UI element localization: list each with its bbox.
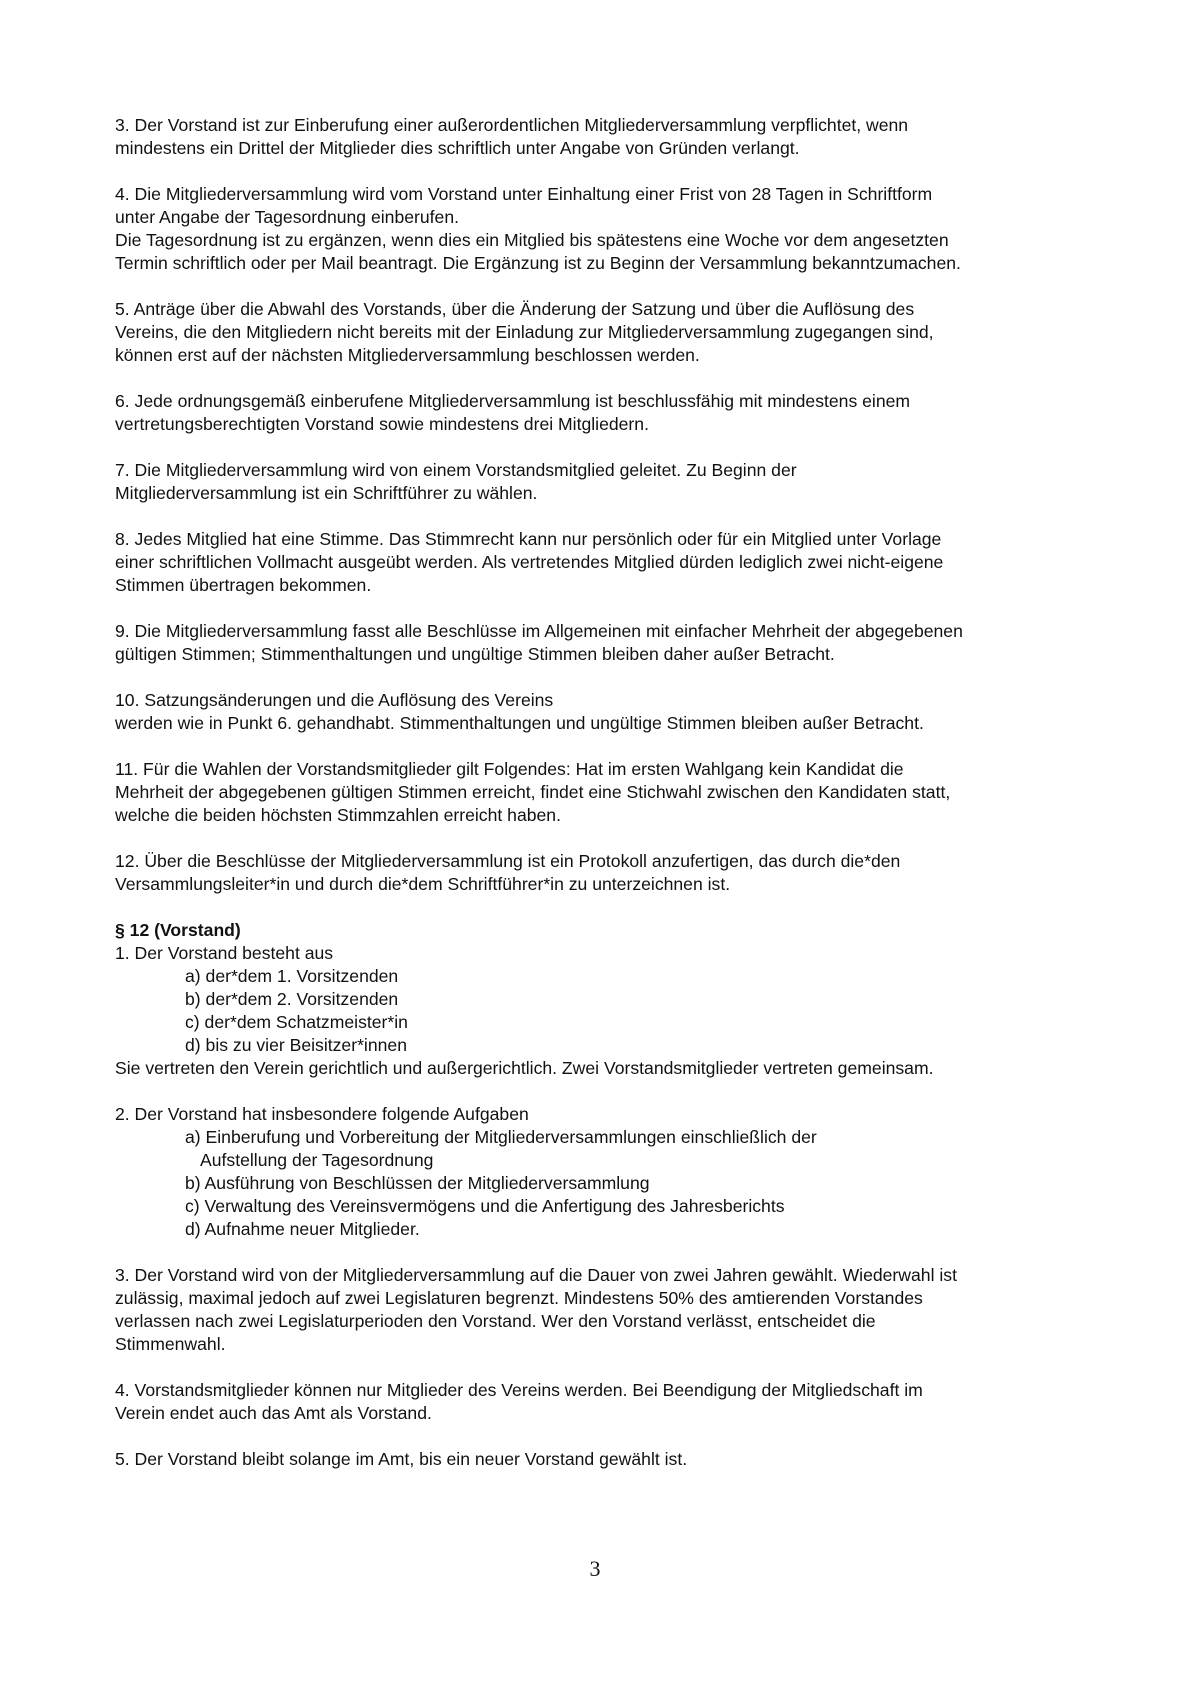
- section-12-paragraph-2: [115, 1103, 1095, 1241]
- text-line: können erst auf der nächsten Mitgliederversammlung beschlossen werden.: [115, 345, 700, 365]
- document-page: [115, 114, 1095, 1494]
- paragraph-11-10: [115, 689, 1095, 735]
- text-line: 2. Der Vorstand hat insbesondere folgende Aufgaben: [115, 1104, 529, 1124]
- text-line: unter Angabe der Tagesordnung einberufen.: [115, 207, 460, 227]
- text-line: zulässig, maximal jedoch auf zwei Legislaturen begrenzt. Mindestens 50% des amtierenden Vorstandes: [115, 1288, 923, 1308]
- text-line: 1. Der Vorstand besteht aus: [115, 943, 334, 963]
- paragraph-11-11: [115, 758, 1095, 827]
- text-line: einer schriftlichen Vollmacht ausgeübt werden. Als vertretendes Mitglied dürden lediglich zwei nicht-eigene: [115, 552, 944, 572]
- text-line: Die Tagesordnung ist zu ergänzen, wenn dies ein Mitglied bis spätestens eine Woche vor dem angesetzten: [115, 230, 949, 250]
- text-line: Vereins, die den Mitgliedern nicht bereits mit der Einladung zur Mitgliederversammlung zugegangen sind,: [115, 322, 934, 342]
- list-item: d) Aufnahme neuer Mitglieder.: [185, 1219, 420, 1239]
- section-12-paragraph-5: [115, 1448, 1095, 1471]
- paragraph-11-7: [115, 459, 1095, 505]
- text-line: Verein endet auch das Amt als Vorstand.: [115, 1403, 432, 1423]
- paragraph-11-6: [115, 390, 1095, 436]
- text-line: 4. Vorstandsmitglieder können nur Mitglieder des Vereins werden. Bei Beendigung der Mitgliedschaft im: [115, 1380, 923, 1400]
- paragraph-11-3: [115, 114, 1095, 160]
- list-item: b) der*dem 2. Vorsitzenden: [185, 989, 399, 1009]
- section-12-paragraph-3: [115, 1264, 1095, 1356]
- text-line: 10. Satzungsänderungen und die Auflösung des Vereins: [115, 690, 554, 710]
- text-line: 8. Jedes Mitglied hat eine Stimme. Das Stimmrecht kann nur persönlich oder für ein Mitglied unter Vorlage: [115, 529, 942, 549]
- list-item-continuation: Aufstellung der Tagesordnung: [200, 1150, 434, 1170]
- text-line: 7. Die Mitgliederversammlung wird von einem Vorstandsmitglied geleitet. Zu Beginn der: [115, 460, 797, 480]
- text-line: Stimmenwahl.: [115, 1334, 226, 1354]
- text-line: Mehrheit der abgegebenen gültigen Stimmen erreicht, findet eine Stichwahl zwischen den Kandidaten statt,: [115, 782, 951, 802]
- text-line: 11. Für die Wahlen der Vorstandsmitglieder gilt Folgendes: Hat im ersten Wahlgang kein Kandidat die: [115, 759, 904, 779]
- section-12-paragraph-4: [115, 1379, 1095, 1425]
- text-line: 3. Der Vorstand ist zur Einberufung einer außerordentlichen Mitgliederversammlung verpflichtet, wenn: [115, 115, 909, 135]
- text-line: gültigen Stimmen; Stimmenthaltungen und ungültige Stimmen bleiben daher außer Betracht.: [115, 644, 835, 664]
- section-heading: § 12 (Vorstand): [115, 920, 241, 940]
- text-line: 9. Die Mitgliederversammlung fasst alle Beschlüsse im Allgemeinen mit einfacher Mehrheit der abgegebenen: [115, 621, 963, 641]
- paragraph-11-9: [115, 620, 1095, 666]
- text-line: vertretungsberechtigten Vorstand sowie mindestens drei Mitgliedern.: [115, 414, 649, 434]
- text-line: 12. Über die Beschlüsse der Mitgliederversammlung ist ein Protokoll anzufertigen, das durch die*den: [115, 851, 901, 871]
- list-item: a) Einberufung und Vorbereitung der Mitgliederversammlungen einschließlich der: [185, 1127, 817, 1147]
- text-line: 6. Jede ordnungsgemäß einberufene Mitgliederversammlung ist beschlussfähig mit mindestens einem: [115, 391, 911, 411]
- text-line: Termin schriftlich oder per Mail beantragt. Die Ergänzung ist zu Beginn der Versammlung bekanntzumachen.: [115, 253, 961, 273]
- list-item: a) der*dem 1. Vorsitzenden: [185, 966, 399, 986]
- list-item: d) bis zu vier Beisitzer*innen: [185, 1035, 407, 1055]
- text-line: 5. Anträge über die Abwahl des Vorstands, über die Änderung der Satzung und über die Auflösung des: [115, 299, 915, 319]
- text-line: 3. Der Vorstand wird von der Mitgliederversammlung auf die Dauer von zwei Jahren gewählt. Wiederwahl ist: [115, 1265, 957, 1285]
- list-item: b) Ausführung von Beschlüssen der Mitgliederversammlung: [185, 1173, 650, 1193]
- text-line: Versammlungsleiter*in und durch die*dem Schriftführer*in zu unterzeichnen ist.: [115, 874, 731, 894]
- paragraph-11-12: [115, 850, 1095, 896]
- text-line: 4. Die Mitgliederversammlung wird vom Vorstand unter Einhaltung einer Frist von 28 Tagen in Schriftform: [115, 184, 933, 204]
- paragraph-11-4: [115, 183, 1095, 275]
- section-12-paragraph-1: [115, 919, 1095, 1080]
- text-line: werden wie in Punkt 6. gehandhabt. Stimmenthaltungen und ungültige Stimmen bleiben außer Betracht.: [115, 713, 924, 733]
- text-line: verlassen nach zwei Legislaturperioden den Vorstand. Wer den Vorstand verlässt, entscheidet die: [115, 1311, 876, 1331]
- text-line: Sie vertreten den Verein gerichtlich und außergerichtlich. Zwei Vorstandsmitglieder vertreten gemeinsam.: [115, 1058, 934, 1078]
- paragraph-11-5: [115, 298, 1095, 367]
- page-number: 3: [589, 1556, 601, 1581]
- text-line: 5. Der Vorstand bleibt solange im Amt, bis ein neuer Vorstand gewählt ist.: [115, 1449, 688, 1469]
- list-item: c) Verwaltung des Vereinsvermögens und die Anfertigung des Jahresberichts: [185, 1196, 785, 1216]
- text-line: mindestens ein Drittel der Mitglieder dies schriftlich unter Angabe von Gründen verlangt.: [115, 138, 800, 158]
- list-item: c) der*dem Schatzmeister*in: [185, 1012, 408, 1032]
- text-line: welche die beiden höchsten Stimmzahlen erreicht haben.: [115, 805, 561, 825]
- text-line: Stimmen übertragen bekommen.: [115, 575, 372, 595]
- paragraph-11-8: [115, 528, 1095, 597]
- text-line: Mitgliederversammlung ist ein Schriftführer zu wählen.: [115, 483, 538, 503]
